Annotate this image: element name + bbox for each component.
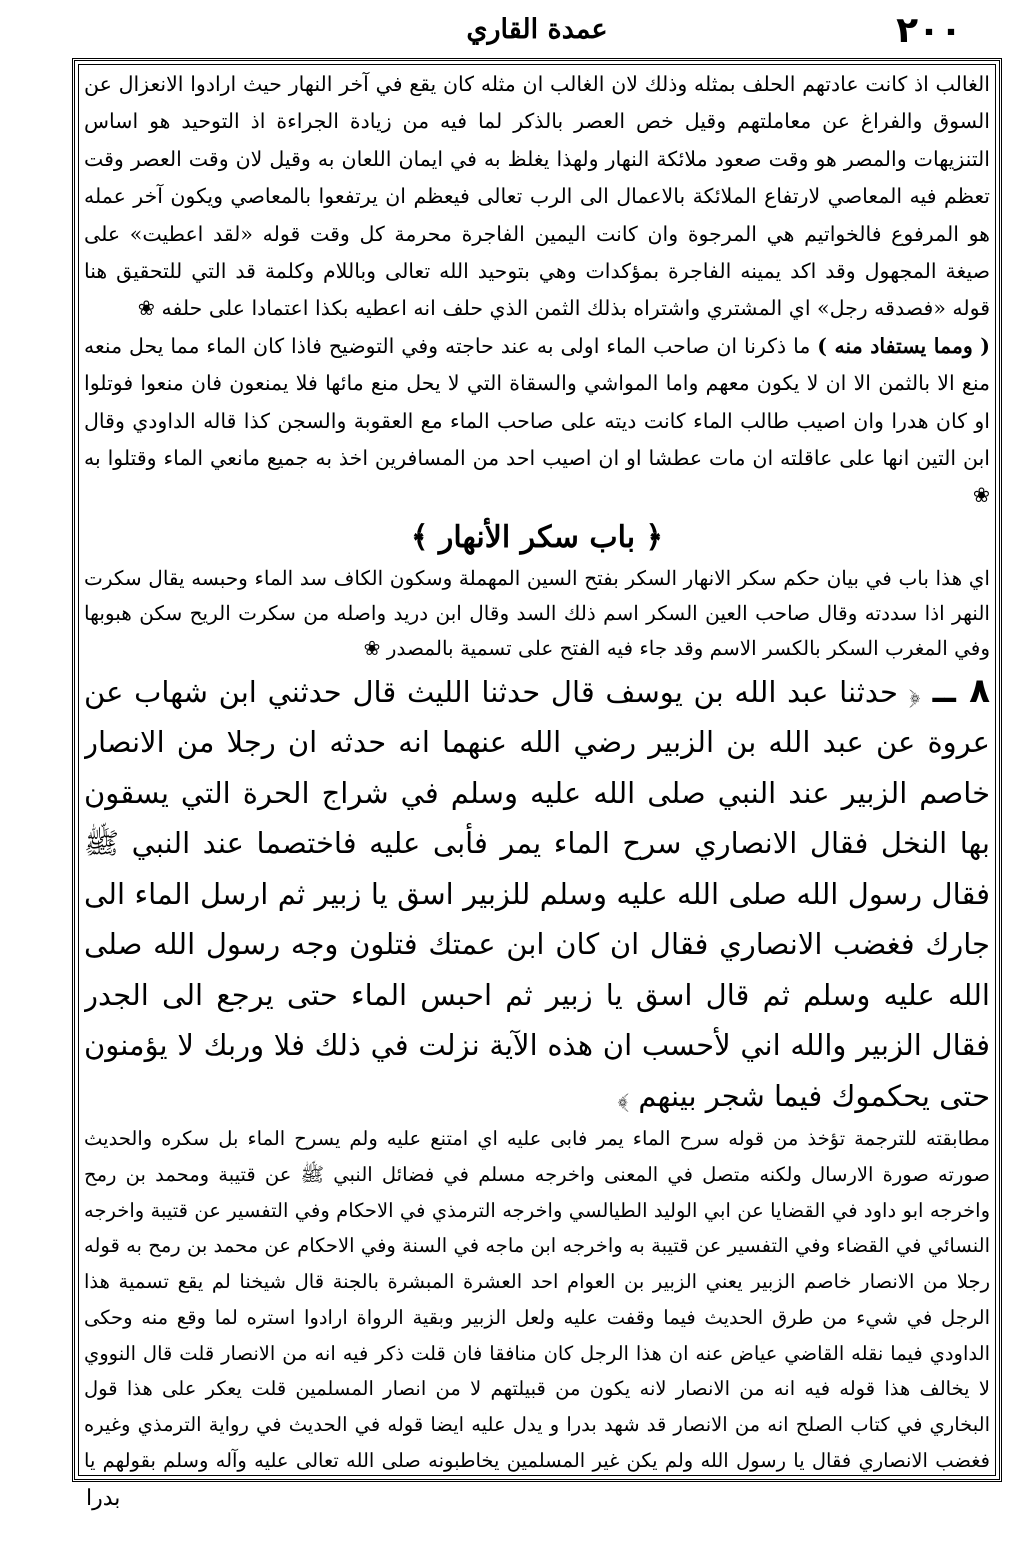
chapter-heading: ﴿ باب سكر الأنهار ﴾: [410, 519, 664, 555]
page-header: [72, 8, 1002, 54]
catchword: بدرا: [86, 1486, 121, 1511]
benefit-label: ( ومما يستفاد منه ): [817, 333, 990, 358]
hadith-number: ٨ ــ: [932, 670, 990, 711]
text-block: [84, 66, 990, 1472]
hadith-paragraph: [84, 666, 990, 1122]
commentary-paragraph-2: مطابقته للترجمة تؤخذ من قوله سرح الماء يمر فابى عليه اي امتنع عليه ولم يسرح الماء بل سكره والحديث صورته صورة الارسال ولكنه متصل في المعنى واخرجه مسلم في فضائل النبي ﷺ عن قتيبة ومحمد بن رمح واخرجه ابو داود في القضايا عن ابي الوليد الطيالسي واخرجه الترمذي في الاحكام وفي التفسير عن قتيبة واخرجه النسائي في القضاء وفي التفسير عن قتيبة به واخرجه ابن ماجه في السنة وفي الاحكام عن محمد بن رمح به قوله رجلا من الانصار خاصم الزبير يعني الزبير بن العوام احد العشرة المبشرة بالجنة قال شيخنا لم يقع تسمية هذا الرجل في شيء من طرق الحديث فيما وقفت عليه ولعل الزبير وبقية الرواة ارادوا استره لما وقع منه وحكى الداودي فيما نقله القاضي عياض عنه ان هذا الرجل كان منافقا فان قلت ذكر فيه انه من الانصار قلت قال النووي لا يخالف هذا قوله فيه انه من الانصار لانه يكون من قبيلتهم لا من انصار المسلمين قلت يعكر على هذا قول البخاري في كتاب الصلح انه من الانصار قد شهد بدرا و يدل عليه ايضا قوله في الحديث في رواية الترمذي وغيره فغضب الانصاري فقال يا رسول الله ولم يكن غير المسلمين يخاطبونه صلى الله تعالى عليه وآله وسلم بقولهم يا: [84, 1127, 990, 1472]
running-title: عمدة القاري: [466, 14, 608, 45]
benefit-text: ما ذكرنا ان صاحب الماء اولى به عند حاجته وفي التوضيح فاذا كان الماء مما يحل منعه منع الا بالثمن الا ان لا يكون معهم واما المواشي والسقاة التي لا يحل منع مائها فلا يمنعون فان منعوا فوتلوا او كان هدرا وان اصيب طالب الماء كانت ديته على صاحب الماء مع العقوبة والسجن كذا قاله الداودي وقال ابن التين انها على عاقلته ان مات عطشا او ان اصيب احد من المسافرين اخذ به جميع مانعي الماء وقتلوا به ❀: [84, 333, 990, 508]
benefit-paragraph: [84, 328, 990, 515]
chapter-commentary: اي هذا باب في بيان حكم سكر الانهار السكر بفتح السين المهملة وسكون الكاف سد الماء وحبسه يقال سكرت النهر اذا سددته وقال صاحب العين السكر اسم ذلك السد وقال ابن دريد واصله من سكرت الريح سكن هبوبها وفي المغرب السكر بالكسر الاسم وقد جاء فيه الفتح على تسمية بالمصدر ❀: [84, 565, 990, 660]
commentary-paragraph-1: الغالب اذ كانت عادتهم الحلف بمثله وذلك لان الغالب ان مثله كان يقع في آخر النهار حيث ارادوا الانعزال عن السوق والفراغ عن معاملتهم وقيل خص العصر بالذكر لما فيه من زيادة الجراءة اذ التوحيد هو اساس التنزيهات والمصر هو وقت صعود ملائكة النهار ولهذا يغلظ به في ايمان اللعان به وقيل لان وقت العصر وقت تعظم فيه المعاصي لارتفاع الملائكة بالاعمال الى الرب تعالى فيعظم ان يرتفعوا بالمعاصي ويكون آخر عمله هو المرفوع فالخواتيم هي المرجوة وان كانت اليمين الفاجرة محرمة كل وقت قوله «لقد اعطيت» على صيغة المجهول وقد اكد يمينه الفاجرة بمؤكدات وهي بتوحيد الله تعالى وباللام وكلمة قد التي للتحقيق هنا قوله «فصدقه رجل» اي المشتري واشتراه بذلك الثمن الذي حلف انه اعطيه بكذا اعتمادا على حلفه ❀: [84, 72, 990, 321]
page-number: ٢٠٠: [896, 10, 962, 51]
hadith-text: ﴿ حدثنا عبد الله بن يوسف قال حدثنا الليث قال حدثني ابن شهاب عن عروة عن عبد الله بن الزبير رضي الله عنهما انه حدثه ان رجلا من الانصار خاصم الزبير عند النبي صلى الله عليه وسلم في شراج الحرة التي يسقون بها النخل فقال الانصاري سرح الماء يمر فأبى عليه فاختصما عند النبي ﷺ فقال رسول الله صلى الله عليه وسلم للزبير اسق يا زبير ثم ارسل الماء الى جارك فغضب الانصاري فقال ان كان ابن عمتك فتلون وجه رسول الله صلى الله عليه وسلم ثم قال اسق يا زبير ثم احبس الماء حتى يرجع الى الجدر فقال الزبير والله اني لأحسب ان هذه الآية نزلت في ذلك فلا وربك لا يؤمنون حتى يحكموك فيما شجر بينهم ﴾: [84, 674, 990, 1113]
